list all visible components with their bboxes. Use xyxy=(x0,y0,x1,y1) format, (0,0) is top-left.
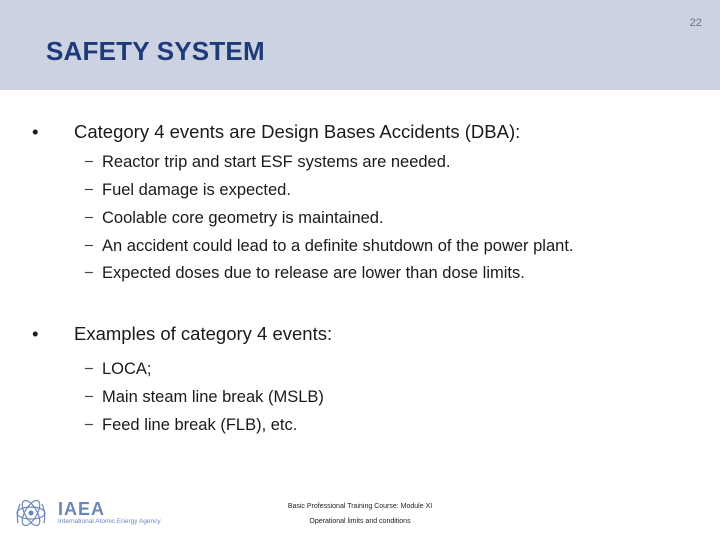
dash-marker: − xyxy=(84,264,94,282)
sub-item-text: An accident could lead to a definite shutdown of the power plant. xyxy=(102,237,574,255)
page-number: 22 xyxy=(689,17,702,29)
dash-marker: − xyxy=(84,388,94,406)
sub-item-text: Reactor trip and start ESF systems are needed. xyxy=(102,153,451,171)
bullet-dot: • xyxy=(32,121,39,142)
sub-item-text: Coolable core geometry is maintained. xyxy=(102,209,384,227)
bullet-text: Category 4 events are Design Bases Accidents (DBA): xyxy=(74,121,521,142)
logo-subtext: International Atomic Energy Agency xyxy=(58,518,161,525)
bullet-text: Examples of category 4 events: xyxy=(74,323,333,344)
dash-marker: − xyxy=(84,153,94,171)
dash-marker: − xyxy=(84,416,94,434)
slide-header xyxy=(0,0,720,90)
sub-item-text: Feed line break (FLB), etc. xyxy=(102,416,298,434)
dash-marker: − xyxy=(84,209,94,227)
sub-item-text: LOCA; xyxy=(102,360,152,378)
iaea-emblem-icon xyxy=(14,496,48,530)
footer-topic: Operational limits and conditions xyxy=(309,518,411,525)
dash-marker: − xyxy=(84,181,94,199)
iaea-logo xyxy=(14,496,174,530)
dash-marker: − xyxy=(84,360,94,378)
slide-title: SAFETY SYSTEM xyxy=(46,36,265,66)
sub-item-text: Expected doses due to release are lower than dose limits. xyxy=(102,264,525,282)
dash-marker: − xyxy=(84,237,94,255)
sub-item-text: Fuel damage is expected. xyxy=(102,181,291,199)
bullet-dot: • xyxy=(32,323,39,344)
sub-item-text: Main steam line break (MSLB) xyxy=(102,388,324,406)
logo-text: IAEA xyxy=(58,499,106,519)
footer-course: Basic Professional Training Course: Module XI xyxy=(287,503,433,510)
